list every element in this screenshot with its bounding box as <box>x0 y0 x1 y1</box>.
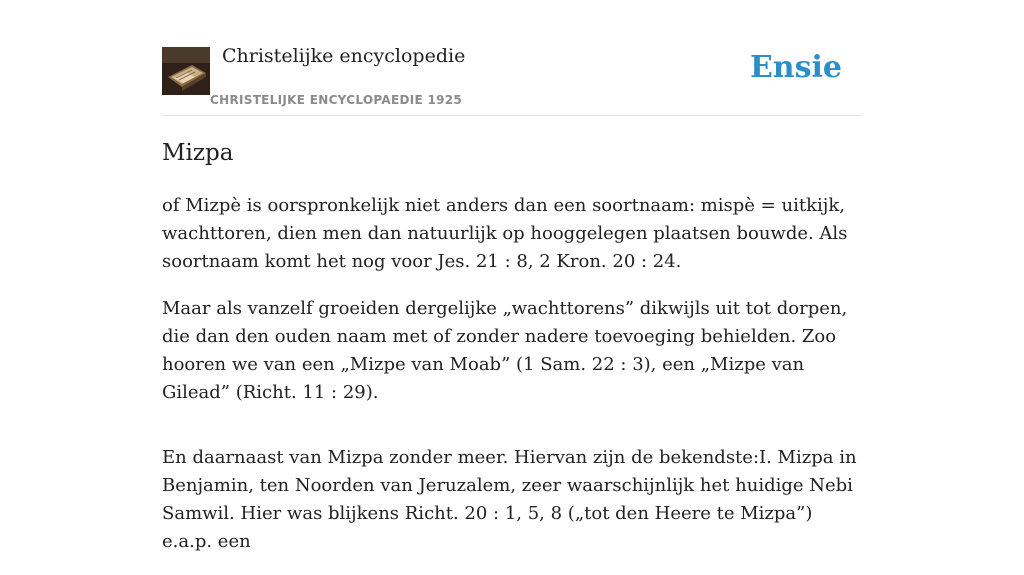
article-paragraph: En daarnaast van Mizpa zonder meer. Hiervan zijn de bekendste:I. Mizpa in Benjamin, ten Noorden van Jeruzalem, zeer waarschijnlijk het huidige Nebi Samwil. Hier was blijkens Richt. 20 : 1, 5, 8 („tot den Heere te Mizpa”) e.a.p. een <box>162 447 857 552</box>
article-title: Mizpa <box>162 140 234 166</box>
article-paragraph: of Mizpè is oorspronkelijk niet anders dan een soortnaam: mispè = uitkijk, wachttoren, dien men dan natuurlijk op hooggelegen plaatsen bouwde. Als soortnaam komt het nog voor Jes. 21 : 8, 2 Kron. 20 : 24. <box>162 195 848 272</box>
article-content <box>162 192 862 575</box>
book-photo-icon[interactable] <box>162 47 210 95</box>
site-name[interactable]: Christelijke encyclopedie <box>222 45 466 67</box>
site-header <box>162 0 862 116</box>
source-name[interactable]: CHRISTELIJKE ENCYCLOPAEDIE 1925 <box>210 93 463 107</box>
article-paragraph: Maar als vanzelf groeiden dergelijke „wachttorens” dikwijls uit tot dorpen, die dan den ouden naam met of zonder nadere toevoeging behielden. Zoo hooren we van een „Mizpe van Moab” (1 Sam. 22 : 3), een „Mizpe van Gilead” (Richt. 11 : 29). <box>162 298 848 403</box>
brand-logo[interactable]: Ensie <box>749 50 842 85</box>
